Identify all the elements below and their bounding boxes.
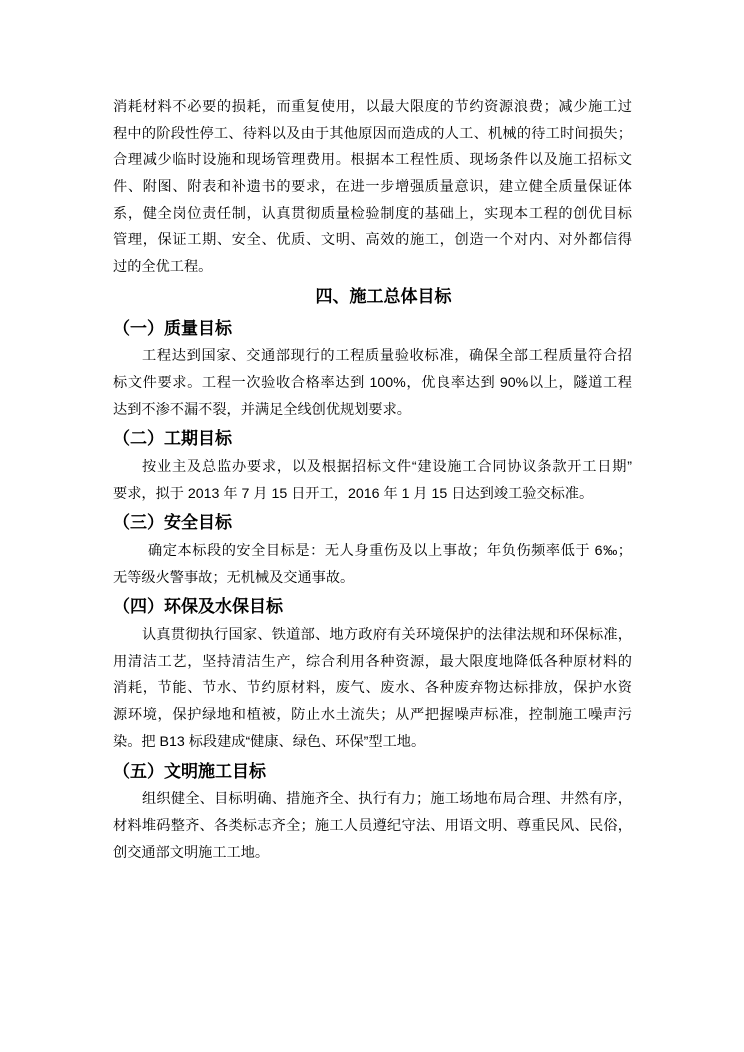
intro-paragraph [113, 94, 632, 281]
body-line: 程中的阶段性停工、待料以及由于其他原因而造成的人工、机械的待工时间损失； [113, 125, 632, 142]
text-column [113, 94, 632, 866]
goal-civilized-construction [113, 759, 632, 867]
goal-quality [113, 316, 632, 424]
body-line: 过的全优工程。 [113, 259, 213, 276]
goal-heading: （三）安全目标 [113, 513, 232, 533]
body-line: 创交通部文明施工工地。 [113, 844, 270, 861]
body-line: 件、附图、附表和补遗书的要求，在进一步增强质量意识，建立健全质量保证体 [113, 179, 632, 196]
goal-schedule [113, 426, 632, 507]
body-line: 要求，拟于 2013 年 7 月 15 日开工，2016 年 1 月 15 日达到竣工验交标准。 [113, 485, 594, 502]
goal-heading: （二）工期目标 [113, 429, 232, 449]
body-line: 组织健全、目标明确、措施齐全、执行有力；施工场地布局合理、井然有序， [142, 791, 632, 808]
body-line: 管理，保证工期、安全、优质、文明、高效的施工，创造一个对内、对外都信得 [113, 232, 632, 249]
body-line: 工程达到国家、交通部现行的工程质量验收标准，确保全部工程质量符合招 [142, 348, 632, 365]
body-line: 消耗材料不必要的损耗，而重复使用，以最大限度的节约资源浪费；减少施工过 [113, 99, 632, 115]
goal-heading: （一）质量目标 [113, 318, 232, 338]
body-line: 确定本标段的安全目标是：无人身重伤及以上事故；年负伤频率低于 6‰； [148, 543, 632, 559]
body-line: 认真贯彻执行国家、铁道部、地方政府有关环境保护的法律法规和环保标准， [142, 627, 632, 644]
goal-environment [113, 594, 632, 755]
body-line: 消耗，节能、节水、节约原材料，废气、废水、各种废弃物达标排放，保护水资 [113, 680, 632, 697]
body-line: 源环境，保护绿地和植被，防止水土流失；从严把握噪声标准，控制施工噪声污 [113, 707, 632, 724]
body-line: 染。把 B13 标段建成“健康、绿色、环保”型工地。 [113, 733, 426, 750]
body-line: 达到不渗不漏不裂，并满足全线创优规划要求。 [113, 401, 411, 418]
body-line: 用清洁工艺，坚持清洁生产，综合利用各种资源，最大限度地降低各种原材料的 [113, 653, 632, 670]
goal-heading: （四）环保及水保目标 [113, 597, 283, 617]
body-line: 按业主及总监办要求，以及根据招标文件“建设施工合同协议条款开工日期” [142, 458, 632, 475]
body-line: 系，健全岗位责任制，认真贯彻质量检验制度的基础上，实现本工程的创优目标 [113, 205, 632, 222]
body-line: 材料堆码整齐、各类标志齐全；施工人员遵纪守法、用语文明、尊重民风、民俗， [113, 817, 632, 834]
body-line: 合理减少临时设施和现场管理费用。根据本工程性质、现场条件以及施工招标文 [113, 152, 632, 169]
goal-heading: （五）文明施工目标 [113, 761, 266, 781]
goal-safety [113, 510, 632, 591]
body-line: 标文件要求。工程一次验收合格率达到 100%，优良率达到 90%以上，隧道工程 [113, 374, 632, 391]
section-title: 四、施工总体目标 [315, 286, 452, 306]
body-line: 无等级火警事故；无机械及交通事故。 [113, 569, 355, 586]
